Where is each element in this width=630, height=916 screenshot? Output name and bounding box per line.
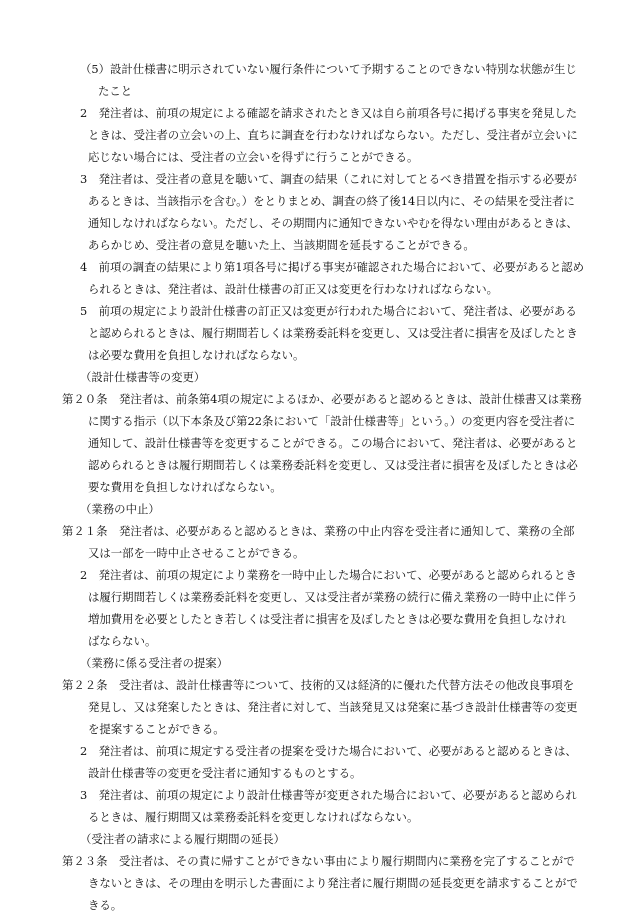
article-20-heading: （設計仕様書等の変更） <box>80 370 206 384</box>
text-line: 5 前項の規定により設計仕様書の訂正又は変更が行われた場合において、発注者は、必要がある <box>80 304 577 318</box>
paragraph-19-5 <box>0 300 630 366</box>
article-22-heading: （業務に係る受注者の提案） <box>80 656 229 670</box>
text-line: （5）設計仕様書に明示されていない履行条件について予期することのできない特別な状態が生じ <box>80 62 577 76</box>
text-line: 設計仕様書等の変更を受注者に通知するものとする。 <box>88 766 362 780</box>
text-line: あらかじめ、受注者の意見を聴いた上、当該期間を延長することができる。 <box>88 238 475 252</box>
text-line: 3 発注者は、受注者の意見を聴いて、調査の結果（これに対してとるべき措置を指示する必要が <box>80 172 577 186</box>
text-line: は履行期間若しくは業務委託料を変更し、又は受注者が業務の続行に備え業務の一時中止に伴う <box>88 590 578 604</box>
text-line: 2 発注者は、前項の規定による確認を請求されたとき又は自ら前項各号に掲げる事実を発見した <box>80 106 578 120</box>
text-line: 通知しなければならない。ただし、その期間内に通知できないやむを得ない理由があるときは、 <box>88 216 578 230</box>
text-line: と認められるときは、履行期間若しくは業務委託料を変更し、又は受注者に損害を及ぼしたとき <box>88 326 578 340</box>
paragraph-19-3 <box>0 168 630 256</box>
text-line: 4 前項の調査の結果により第1項各号に掲げる事実が確認された場合において、必要があると認め <box>80 260 585 274</box>
text-line: ときは、受注者の立会いの上、直ちに調査を行わなければならない。ただし、受注者が立会いに <box>88 128 578 142</box>
text-line: 2 発注者は、前項に規定する受注者の提案を受けた場合において、必要があると認めるときは、 <box>80 744 577 758</box>
text-line: 第２１条 発注者は、必要があると認めるときは、業務の中止内容を受注者に通知して、業務の全部 <box>62 524 575 538</box>
text-line: るときは、履行期間又は業務委託料を変更しなければならない。 <box>88 810 419 824</box>
text-line: きる。 <box>88 898 123 912</box>
article-20 <box>0 388 630 498</box>
item-5 <box>0 58 630 102</box>
article-23 <box>0 850 630 916</box>
paragraph-22-3 <box>0 784 630 828</box>
text-line: 応じない場合には、受注者の立会いを得ずに行うことができる。 <box>88 150 419 164</box>
text-line: は必要な費用を負担しなければならない。 <box>88 348 305 362</box>
text-line: 発見し、又は発案したときは、発注者に対して、当該発見又は発案に基づき設計仕様書等の変更 <box>88 700 578 714</box>
article-22 <box>0 674 630 740</box>
text-line: 又は一部を一時中止させることができる。 <box>88 546 305 560</box>
text-line: きないときは、その理由を明示した書面により発注者に履行期間の延長変更を請求することがで <box>88 876 578 890</box>
text-line: 増加費用を必要としたとき若しくは受注者に損害を及ぼしたときは必要な費用を負担しなけれ <box>88 612 567 626</box>
article-21 <box>0 520 630 564</box>
text-line: られるときは、発注者は、設計仕様書の訂正又は変更を行わなければならない。 <box>88 282 499 296</box>
article-23-heading: （受注者の請求による履行期間の延長） <box>80 832 286 846</box>
text-line: 3 発注者は、前項の規定により設計仕様書等が変更された場合において、必要があると認められ <box>80 788 577 802</box>
text-line: 第２０条 発注者は、前条第4項の規定によるほか、必要があると認めるときは、設計仕様書又は業務 <box>62 392 582 406</box>
text-line: 通知して、設計仕様書等を変更することができる。この場合において、発注者は、必要があると <box>88 436 578 450</box>
paragraph-19-4 <box>0 256 630 300</box>
paragraph-22-2 <box>0 740 630 784</box>
paragraph-19-2 <box>0 102 630 168</box>
article-21-heading: （業務の中止） <box>80 502 160 516</box>
text-line: に関する指示（以下本条及び第22条において「設計仕様書等」という。）の変更内容を受注者に <box>88 414 576 428</box>
text-line: 要な費用を負担しなければならない。 <box>88 480 282 494</box>
text-line: 第２２条 受注者は、設計仕様書等について、技術的又は経済的に優れた代替方法その他改良事項を <box>62 678 575 692</box>
text-line: あるときは、当該指示を含む。）をとりまとめ、調査の終了後14日以内に、その結果を受注者に <box>88 194 575 208</box>
text-line: ばならない。 <box>88 634 157 648</box>
text-line: 第２３条 受注者は、その責に帰すことができない事由により履行期間内に業務を完了することがで <box>62 854 575 868</box>
text-line: 2 発注者は、前項の規定により業務を一時中止した場合において、必要があると認められるとき <box>80 568 577 582</box>
paragraph-21-2 <box>0 564 630 652</box>
text-line: を提案することができる。 <box>88 722 225 736</box>
text-line: たこと <box>98 84 133 98</box>
text-line: 認められるときは履行期間若しくは業務委託料を変更し、又は受注者に損害を及ぼしたときは必 <box>88 458 578 472</box>
